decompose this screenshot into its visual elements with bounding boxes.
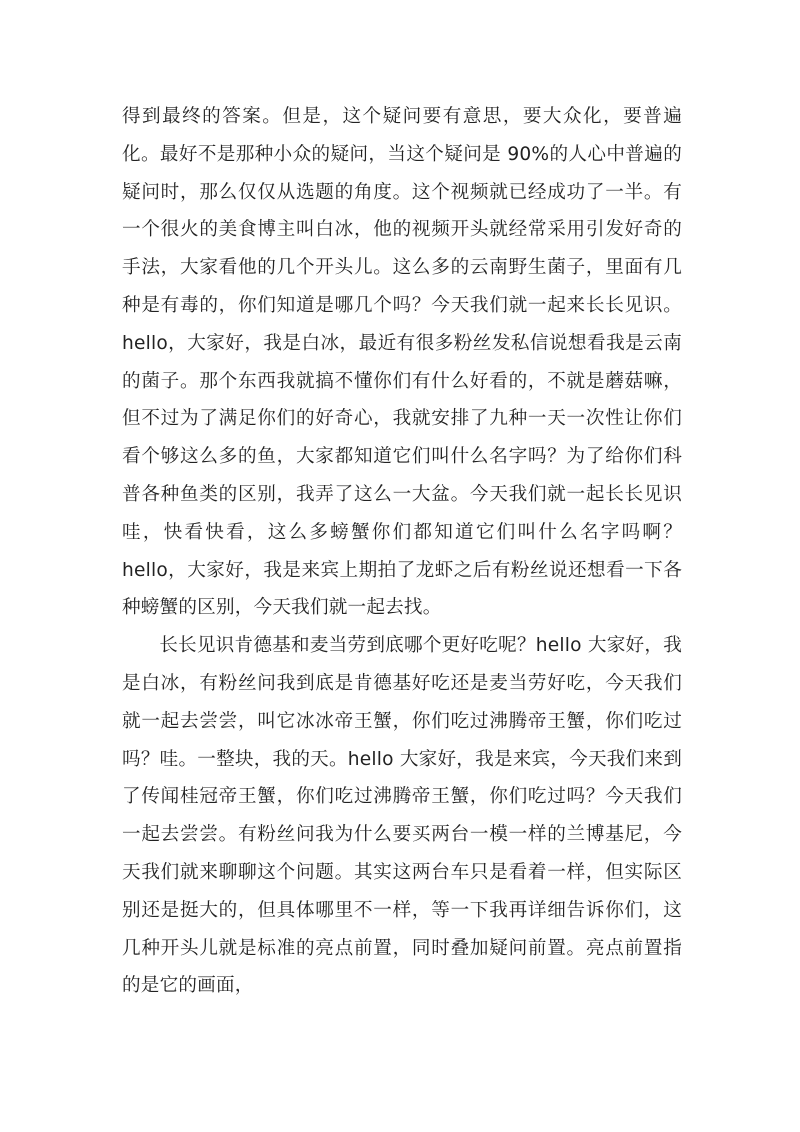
paragraph-1: 得到最终的答案。但是，这个疑问要有意思，要大众化，要普遍化。最好不是那种小众的疑问，当这个疑问是 90%的人心中普遍的疑问时，那么仅仅从选题的角度。这个视频就已经成功了一半。有一个很火的美食博主叫白冰，他的视频开头就经常采用引发好奇的手法，大家看他的几个开头儿。这么多的云南野生菌子，里面有几种是有毒的，你们知道是哪几个吗？今天我们就一起来长长见识。hello，大家好，我是白冰，最近有很多粉丝发私信说想看我是云南的菌子。那个东西我就搞不懂你们有什么好看的，不就是蘑菇嘛，但不过为了满足你们的好奇心，我就安排了九种一天一次性让你们看个够这么多的鱼，大家都知道它们叫什么名字吗？为了给你们科普各种鱼类的区别，我弄了这么一大盆。今天我们就一起长长见识哇，快看快看，这么多螃蟹你们都知道它们叫什么名字吗啊？hello，大家好，我是来宾上期拍了龙虾之后有粉丝说还想看一下各种螃蟹的区别，今天我们就一起去找。 bbox=[122, 106, 682, 619]
paragraph-2: 长长见识肯德基和麦当劳到底哪个更好吃呢？hello 大家好，我是白冰，有粉丝问我到底是肯德基好吃还是麦当劳好吃，今天我们就一起去尝尝，叫它冰冰帝王蟹，你们吃过沸腾帝王蟹，你们吃过吗？哇。一整块，我的天。hello 大家好，我是来宾，今天我们来到了传闻桂冠帝王蟹，你们吃过沸腾帝王蟹，你们吃过吗？今天我们一起去尝尝。有粉丝问我为什么要买两台一模一样的兰博基尼，今天我们就来聊聊这个问题。其实这两台车只是看着一样，但实际区别还是挺大的，但具体哪里不一样，等一下我再详细告诉你们，这几种开头儿就是标准的亮点前置，同时叠加疑问前置。亮点前置指的是它的画面， bbox=[122, 635, 682, 997]
body-text bbox=[122, 98, 682, 1005]
